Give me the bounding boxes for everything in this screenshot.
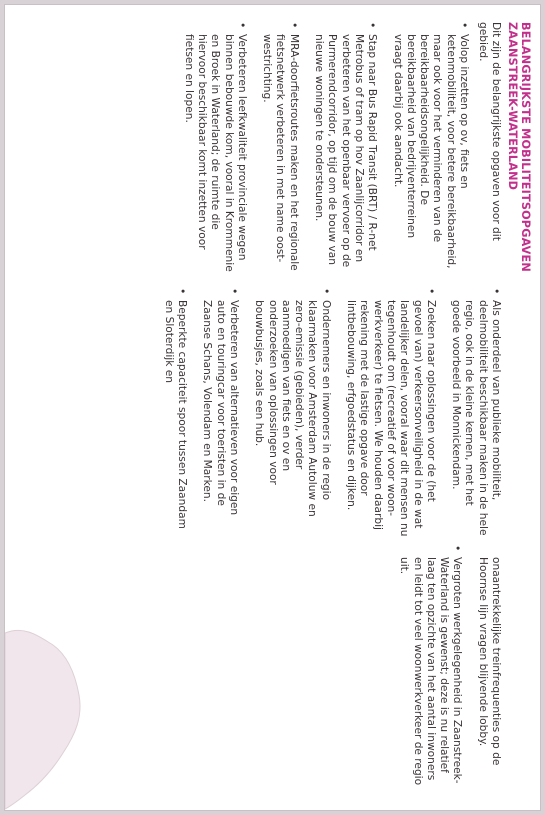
list-item-continuation: onaantrekkelijke treinfrequenties op de Hoornse lijn vragen blijvende lobby. [476, 557, 502, 766]
rotated-content [5, 5, 541, 811]
column-1 [169, 22, 470, 272]
list-item: • MRA-doorfietsroutes maken en het regionale fietsnetwerk verbeteren in met name oost-westrichting. [260, 22, 300, 272]
list-item: • Stap naar Bus Rapid Transit (BRT) / R-net Metrobus of tram op hov Zaanlijcorridor en verbeteren van het openbaar vervoer op de Purmerendcorridor, op tijd om de bouw van nieuwe woningen te ondersteunen. [312, 22, 378, 272]
list-item: • Beperkte capaciteit spoor tussen Zaandam en Sloterdijk en [161, 288, 188, 538]
title-line-2: ZAANSTREEK-WATERLAND [506, 22, 519, 191]
list-item: • Als onderdeel van publieke mobiliteit, deelmobiliteit beschikbaar maken in de hele regio, ook in de kleine kernen, met het goede voorbeeld in Monnickendam. [449, 288, 502, 538]
list-item: • Verbeteren leefkwaliteit provinciale wegen binnen bebouwde kom, vooral in Krommenie en Broek in Waterland; de ruimte die hiervoor beschikbaar komt inzetten voor fietsen en lopen. [181, 22, 247, 272]
column-3 [385, 545, 502, 790]
list-item: • Vergroten werkgelegenheid in Zaanstreek-Waterland is gewenst; deze is nu relatief laag ten opzichte van het aantal inwoners en leidt tot veel woonwerkverkeer de regio uit. [397, 545, 463, 790]
list-item: • Zoeken naar oplossingen voor de (het gevoel van) verkeersonveiligheid in de wat landelijker delen, vooral waar dit mensen nu tegenhoudt om (recreatief of voor woon-werkverkeer) te fietsen. We houden daarbij rekening met de lastige opgave door lintbebouwing, erfgoedstatus en dijken. [344, 288, 437, 538]
list-item: • Volop inzetten op ov, fiets en ketenmobiliteit, voor betere bereikbaarheid, maar ook voor het verminderen van de bereikbaarheidsongelijkheid. De bereikbaarheid van bedrijventerreinen vraagt daarbij ook aandacht. [390, 22, 470, 272]
title-line-1: BELANGRIJKSTE MOBILITEITSOPGAVEN [519, 22, 532, 272]
column-2 [149, 288, 502, 538]
intro-text: Dit zijn de belangrijkste opgaven voor dit gebied. [476, 22, 502, 241]
list-item: • Ondernemers en inwoners in de regio klaarmaken voor Amsterdam Autoluw en zero-emissie (gebieden), verder aanmoedigen van fiets en ov en onderzoeken van oplossingen voor bouwbusjes, zoals een hub. [252, 288, 332, 538]
page-title [506, 22, 532, 442]
list-item: • Verbeteren van alternatieven voor eigen auto en touringcar voor toeristen in de Zaanse Schans, Volendam en Marken. [200, 288, 240, 538]
document-page [4, 4, 541, 811]
